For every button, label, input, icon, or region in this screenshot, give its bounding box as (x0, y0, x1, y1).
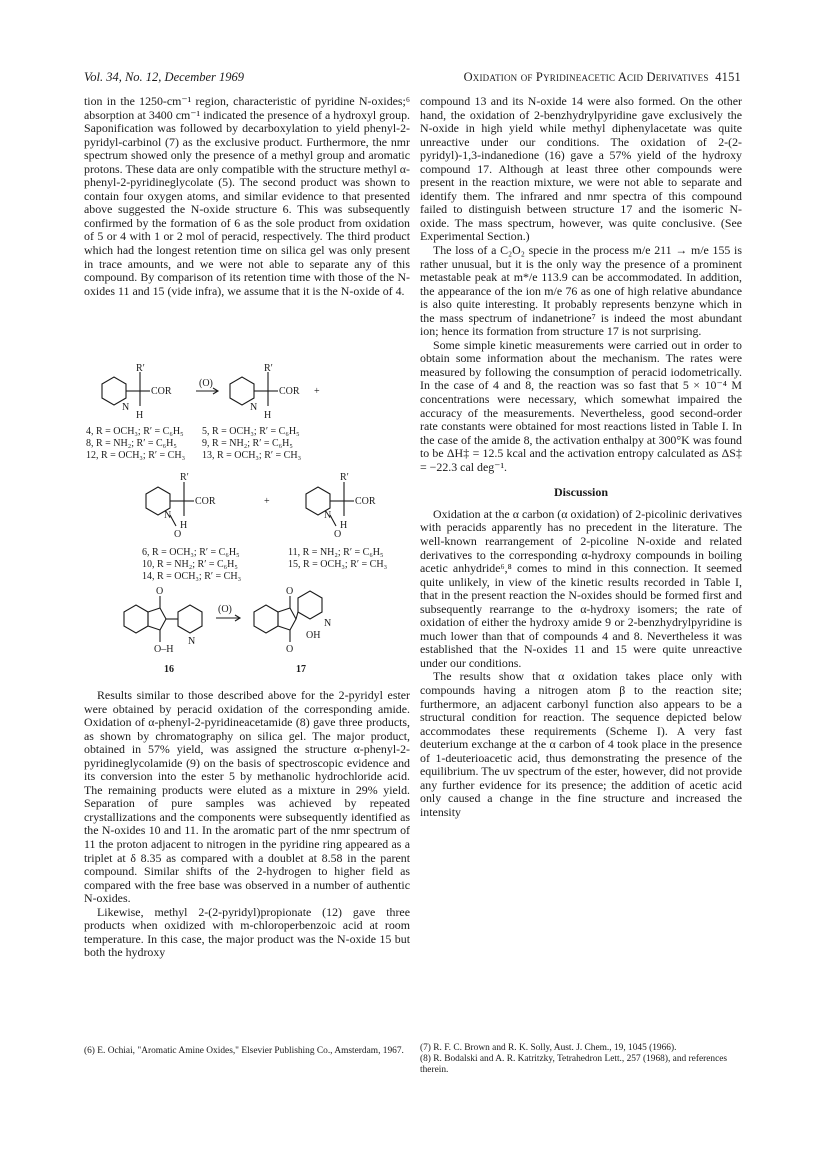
compound-label: 16 (164, 664, 174, 675)
svg-text:O–H: O–H (154, 644, 174, 655)
page-number: 4151 (715, 70, 741, 84)
scheme-label: 10, R = NH₂; R′ = C₆H₅ (142, 559, 238, 570)
svg-text:N: N (324, 618, 332, 629)
svg-text:+: + (264, 496, 270, 507)
scheme-label: 13, R = OCH₃; R′ = CH₃ (202, 450, 302, 461)
left-column-bottom (84, 689, 410, 960)
left-column (84, 95, 410, 298)
svg-text:R′: R′ (340, 472, 349, 483)
paragraph: Some simple kinetic measurements were carried out in order to obtain some information about the mechanism. The rates were measured by following the consumption of peracid iodometrically. In the case of 4 and 8, the reaction was so fast that 5 × 10⁻⁴ M concentrations were necessary, which somewhat impaired the accuracy of the measurements. Nevertheless, good second-order rate constants were obtained for most reactions listed in Table I. In the case of the amide 8, the activation enthalpy at 300°K was found to be ΔH‡ = 12.5 kcal and the activation entropy calculated as ΔS‡ = −22.3 cal deg⁻¹. (420, 337, 742, 474)
running-header-volume: Vol. 34, No. 12, December 1969 (84, 70, 245, 84)
running-header-title (464, 70, 741, 85)
svg-text:H: H (264, 410, 272, 421)
paragraph: Likewise, methyl 2-(2-pyridyl)propionate (12) gave three products when oxidized with m-chloroperbenzoic acid at room temperature. In this case, the major product was the N-oxide 15 but both the hydroxy (84, 904, 410, 960)
hydroxy-structure-17 (254, 586, 331, 655)
scheme-label: 4, R = OCH₃; R′ = C₆H₅ (86, 426, 184, 437)
svg-text:O: O (156, 586, 164, 597)
indanedione-structure-16 (124, 586, 202, 655)
scheme-label: 6, R = OCH₃; R′ = C₆H₅ (142, 547, 240, 558)
svg-text:H: H (180, 520, 188, 531)
n-oxide-structure-11 (306, 472, 376, 540)
scheme-svg (84, 362, 410, 680)
svg-text:OH: OH (306, 630, 321, 641)
paragraph: Results similar to those described above for the 2-pyridyl ester were obtained by peracid oxidation of the corresponding amide. Oxidation of α-phenyl-2-pyridineacetamide (8) gave three products, as shown by chromatography on silica gel. The major product, obtained in 57% yield, was assigned the structure α-phenyl-2-pyridineglycolamide (9) on the basis of spectroscopic evidence and its conversion into the ester 5 by methanolic hydrochloride acid. The remaining products were eluted as a mixture in 29% yield. Separation of pure samples was achieved by repeated crystallizations and the components were subsequently identified as the N-oxides 10 and 11. In the aromatic part of the nmr spectrum of 11 the proton adjacent to nitrogen in the pyridine ring appeared as a triplet at δ 8.35 as compared with a doublet at 8.58 in the parent compound. Similar shifts of the 2-hydrogen to higher field as compared with the free base was observed in a number of authentic N-oxides. (84, 688, 410, 906)
paragraph: tion in the 1250-cm⁻¹ region, characteristic of pyridine N-oxides;⁶ absorption at 3400 cm⁻¹ indicated the presence of a hydroxyl group. Saponification was followed by decarboxylation to yield phenyl-2-pyridyl-carbinol (7) as the exclusive product. Furthermore, the nmr spectrum showed only the presence of a methyl group and aromatic protons. These data are only compatible with the structure methyl α-phenyl-2-pyridineglycolate (5). The second product was shown to contain four oxygen atoms, and similar evidence to that presented above suggested the N-oxide structure 6. This was subsequently confirmed by the formation of 6 as the sole product from oxidation of 5 or 4 with 1 or 2 mol of peracid, respectively. The third product which had the longest retention time on silica gel was only present in trace amounts, and we were not able to separate any of this compound. By comparison of its retention time with those of the N-oxides 11 and 15 (vide infra), we assume that it is the N-oxide of 4. (84, 94, 410, 298)
svg-text:O: O (334, 529, 342, 540)
svg-text:O: O (286, 644, 294, 655)
oxidant-label: (O) (199, 378, 213, 389)
svg-text:R′: R′ (136, 363, 145, 374)
section-heading: Discussion (553, 485, 609, 500)
scheme-label: 5, R = OCH₃; R′ = C₆H₅ (202, 426, 300, 437)
svg-text:N: N (324, 510, 332, 521)
svg-text:COR: COR (151, 386, 172, 397)
svg-text:O: O (286, 586, 294, 597)
svg-text:N: N (250, 402, 258, 413)
pyridine-structure-5 (230, 363, 320, 421)
scheme-label: 14, R = OCH₃; R′ = CH₃ (142, 571, 242, 582)
svg-text:O: O (174, 529, 182, 540)
reaction-scheme (84, 362, 410, 680)
footnotes-right (420, 1043, 742, 1076)
paragraph: The results show that α oxidation takes place only with compounds having a nitrogen atom β to the reaction site; furthermore, an adjacent carbonyl function also appears to be a structural condition for reaction. The sequence depicted below accommodates these requirements (Scheme I). A very fast deuterium exchange at the α carbon of 4 took place in the presence of 1-deuterioacetic acid, thus demonstrating the presence of the equilibrium. The uv spectrum of the ester, however, did not provide any further evidence for its presence; the addition of acetic acid only caused a change in the fine structure and increased the intensity (420, 669, 742, 819)
running-title: Oxidation of Pyridineacetic Acid Derivatives (463, 70, 709, 84)
svg-text:H: H (136, 410, 144, 421)
footnote: (7) R. F. C. Brown and R. K. Solly, Aust. J. Chem., 19, 1045 (1966). (420, 1043, 677, 1053)
n-oxide-structure-6 (146, 472, 216, 540)
svg-text:R′: R′ (180, 472, 189, 483)
compound-label: 17 (296, 664, 306, 675)
svg-text:N: N (164, 510, 172, 521)
svg-text:N: N (122, 402, 130, 413)
scheme-label: 11, R = NH₂; R′ = C₆H₅ (288, 547, 384, 558)
right-column (420, 95, 742, 819)
scheme-label: 15, R = OCH₃; R′ = CH₃ (288, 559, 388, 570)
footnote-left: (6) E. Ochiai, "Aromatic Amine Oxides," Elsevier Publishing Co., Amsterdam, 1967. (84, 1046, 404, 1056)
paragraph: compound 13 and its N-oxide 14 were also formed. On the other hand, the oxidation of 2-benzhydrylpyridine gave exclusively the N-oxide in high yield while methyl diphenylacetate was quite unreactive under our conditions. The oxidation of 2-(2-pyridyl)-1,3-indanedione (16) gave a 57% yield of the hydroxy compound 17. Although at least three other compounds were present in the reaction mixture, we were not able to separate and identify them. The infrared and nmr spectra of this compound failed to distinguish between structure 17 and the isomeric N-oxide. The mass spectrum, however, was quite conclusive. (See Experimental Section.) (420, 94, 742, 244)
paragraph: Oxidation at the α carbon (α oxidation) of 2-picolinic derivatives with peracids apparently has no precedent in the literature. The well-known rearrangement of 2-picoline N-oxide and related derivatives to the corresponding α-hydroxy compounds in boiling acetic anhydride⁶,⁸ comes to mind in this connection. It seemed quite unlikely, in view of the kinetic results recorded in Table I, that in the present reaction the N-oxides should be formed first and subsequently rearrange to the α-hydroxy isomers; the rate of oxidation of either the hydroxy amide 9 or 2-benzhydrylpyridine is much lower than that of compounds 4 and 8. Nevertheless it was established that the N-oxides 11 and 15 were quite unreactive under our conditions. (420, 506, 742, 670)
svg-text:COR: COR (355, 496, 376, 507)
svg-text:R′: R′ (264, 363, 273, 374)
svg-text:COR: COR (195, 496, 216, 507)
svg-text:N: N (188, 636, 196, 647)
svg-text:H: H (340, 520, 348, 531)
footnote: (8) R. Bodalski and A. R. Katritzky, Tetrahedron Lett., 257 (1968), and references therein. (420, 1054, 728, 1075)
pyridine-structure-4 (102, 363, 172, 421)
paragraph: The loss of a C₂O₂ specie in the process m/e 211 → m/e 155 is rather unusual, but it is the only way the presence of a prominent metastable peak at m*/e 113.9 can be accommodated. In addition, the appearance of the ion m/e 76 as one of high relative abundance is also quite interesting. It probably represents benzyne which in the mass spectrum of indanetrione⁷ is indeed the most abundant ion; hence its formation from structure 17 is not surprising. (420, 243, 742, 339)
scheme-label: 9, R = NH₂; R′ = C₆H₅ (202, 438, 293, 449)
svg-text:COR: COR (279, 386, 300, 397)
svg-text:+: + (314, 386, 320, 397)
scheme-label: 12, R = OCH₃; R′ = CH₃ (86, 450, 186, 461)
oxidant-label-2: (O) (218, 604, 232, 615)
scheme-label: 8, R = NH₂; R′ = C₆H₅ (86, 438, 177, 449)
